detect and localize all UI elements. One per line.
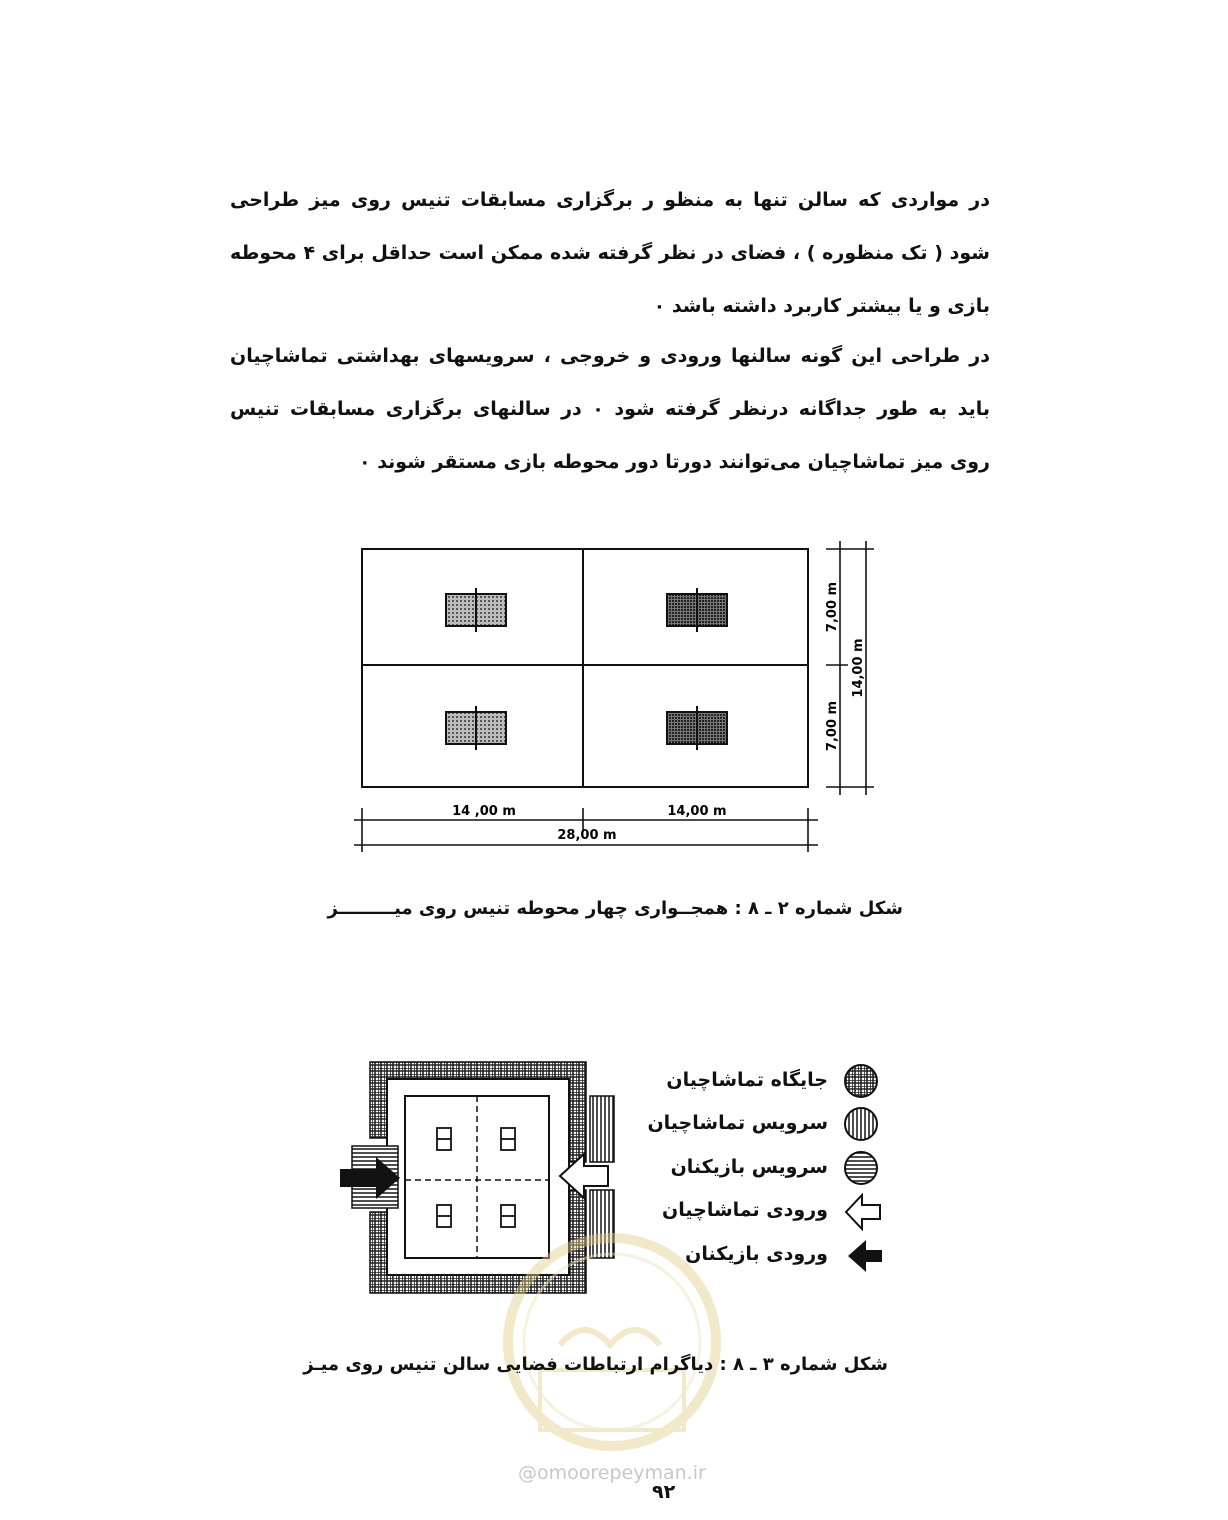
legend-label-spectator-seating: جایگاه تماشاچیان: [666, 1069, 828, 1091]
vertical-dimensions: [826, 541, 874, 795]
legend-icons: [845, 1065, 882, 1272]
spectator-entrance-arrow: [560, 1154, 608, 1198]
dim-top-height: 7,00 m: [825, 581, 840, 633]
spectator-service-top: [590, 1096, 614, 1162]
table-bottom-left: [446, 706, 506, 750]
table-top-right: [667, 588, 727, 632]
table-top-left: [446, 588, 506, 632]
figure-1-caption: شکل شماره ۲ ـ ۸ : همجــواری چهار محوطه تنیس روی میـــــــــز: [327, 898, 903, 919]
spectator-service-bottom: [590, 1190, 614, 1258]
horizontal-dimensions: [354, 808, 818, 852]
legend-label-spectator-service: سرویس تماشاچیان: [647, 1112, 828, 1134]
dim-bottom-height: 7,00 m: [825, 700, 840, 752]
dim-total-height: 14,00 m: [851, 638, 866, 698]
figure-2-caption: شکل شماره ۳ ـ ۸ : دیاگرام ارتباطات فضایی سالن تنیس روی میـز: [303, 1354, 888, 1375]
horizontal-hatch-circle-icon: [845, 1152, 877, 1184]
legend-label-spectator-entrance: ورودی تماشاچیان: [662, 1199, 828, 1221]
dim-left-width: 14 ,00 m: [452, 804, 516, 819]
crosshatch-circle-icon: [845, 1065, 877, 1097]
player-service-block: [352, 1146, 398, 1208]
paragraph-2: در طراحی این گونه سالنها ورودی و خروجی ، سرویسهای بهداشتی تماشاچیان باید به طور جداگانه درنظر گرفته شود ۰ در سالنهای برگزاری مسابقات تنیس روی میز تماشاچیان می‌توانند دورتا دور محوطه بازی مستقر شوند ۰: [230, 345, 990, 473]
legend-label-player-entrance: ورودی بازیکنان: [685, 1243, 828, 1265]
legend-label-player-service: سرویس بازیکنان: [670, 1156, 828, 1178]
figure-2-diagram: [340, 1062, 614, 1293]
paragraph-1: در مواردی که سالن تنها به منظو ر برگزاری مسابقات تنیس روی میز طراحی شود ( تک منظوره ) ، فضای در نظر گرفته شده ممکن است حداقل برای ۴ محوطه بازی و یا بیشتر کاربرد داشته باشد ۰: [230, 189, 990, 317]
dim-total-width: 28,00 m: [557, 828, 617, 843]
player-entrance-arrow: [340, 1157, 400, 1199]
table-bottom-right: [667, 706, 727, 750]
spectator-seating: [370, 1062, 586, 1293]
vertical-hatch-circle-icon: [845, 1108, 877, 1140]
watermark-seal: [508, 1238, 716, 1446]
solid-arrow-left-icon: [848, 1240, 882, 1272]
watermark-url: @omoorepeyman.ir: [518, 1462, 706, 1484]
dim-right-width: 14,00 m: [667, 804, 727, 819]
courts-grid: [362, 549, 808, 787]
hollow-arrow-left-icon: [846, 1195, 880, 1229]
page-number: ۹۲: [652, 1481, 676, 1503]
